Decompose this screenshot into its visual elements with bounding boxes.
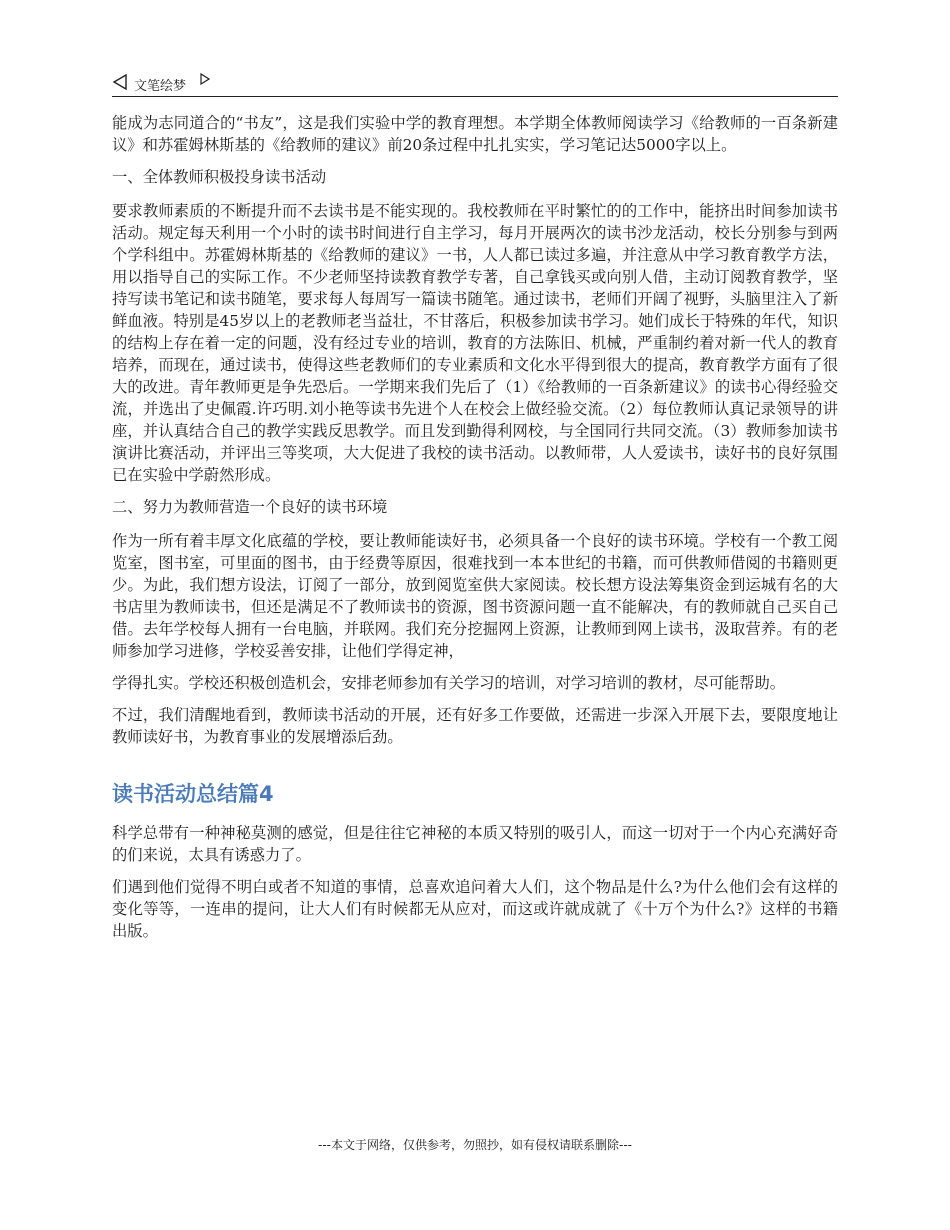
page-footer: ---本文于网络，仅供参考，勿照抄，如有侵权请联系删除--- bbox=[318, 1138, 632, 1152]
paragraph: 要求教师素质的不断提升而不去读书是不能实现的。我校教师在平时繁忙的的工作中，能挤出时间参加读书活动。规定每天利用一个小时的读书时间进行自主学习，每月开展两次的读书沙龙活动，校长分别参与到两个学科组中。苏霍姆林斯基的《给教师的建议》一书，人人都已读过多遍，并注意从中学习教育教学方法，用以指导自己的实际工作。不少老师坚持读教育教学专著，自己拿钱买或向别人借，主动订阅教育教学，坚持写读书笔记和读书随笔，要求每人每周写一篇读书随笔。通过读书，老师们开阔了视野，头脑里注入了新鲜血液。特别是45岁以上的老教师老当益壮，不甘落后，积极参加读书学习。她们成长于特殊的年代，知识的结构上存在着一定的问题，没有经过专业的培训，教育的方法陈旧、机械，严重制约着对新一代人的教育培养，而现在，通过读书，使得这些老教师们的专业素质和文化水平得到很大的提高，教育教学方面有了很大的改进。青年教师更是争先恐后。一学期来我们先后了（1）《给教师的一百条新建议》的读书心得经验交流，并选出了史佩霞.许巧明.刘小艳等读书先进个人在校会上做经验交流。（2）每位教师认真记录领导的讲座，并认真结合自己的教学实践反思教学。而且发到勤得利网校，与全国同行共同交流。（3）教师参加读书演讲比赛活动，并评出三等奖项，大大促进了我校的读书活动。以教师带，人人爱读书，读好书的良好氛围已在实验中学蔚然形成。 bbox=[112, 202, 838, 484]
right-triangle-icon bbox=[200, 73, 210, 85]
subheading-2: 二、努力为教师营造一个良好的读书环境 bbox=[112, 498, 388, 516]
paragraph: 能成为志同道合的“书友”，这是我们实验中学的教育理想。本学期全体教师阅读学习《给教师的一百条新建议》和苏霍姆林斯基的《给教师的建议》前20条过程中扎扎实实，学习笔记达5000字以上。 bbox=[112, 114, 838, 154]
page-header bbox=[112, 70, 838, 97]
logo-text: 文笔绘梦 bbox=[134, 79, 187, 94]
section-title: 读书活动总结篇4 bbox=[112, 782, 274, 806]
paragraph: 科学总带有一种神秘莫测的感觉，但是往往它神秘的本质又特别的吸引人，而这一切对于一个内心充满好奇的们来说，太具有诱惑力了。 bbox=[112, 824, 838, 864]
paragraph: 作为一所有着丰厚文化底蕴的学校，要让教师能读好书，必须具备一个良好的读书环境。学校有一个教工阅览室，图书室，可里面的图书，由于经费等原因，很难找到一本本世纪的书籍，而可供教师借阅的书籍则更少。为此，我们想方设法，订阅了一部分，放到阅览室供大家阅读。校长想方设法筹集资金到运城有名的大书店里为教师读书，但还是满足不了教师读书的资源，图书资源问题一直不能解决，有的教师就自己买自己借。去年学校每人拥有一台电脑，并联网。我们充分挖掘网上资源，让教师到网上读书，汲取营养。有的老师参加学习进修，学校妥善安排，让他们学得定神， bbox=[112, 532, 838, 660]
paragraph: 不过，我们清醒地看到，教师读书活动的开展，还有好多工作要做，还需进一步深入开展下去，要限度地让教师读好书，为教育事业的发展增添后劲。 bbox=[112, 706, 838, 746]
subheading-1: 一、全体教师积极投身读书活动 bbox=[112, 168, 327, 186]
document-body bbox=[112, 112, 838, 952]
left-triangle-icon bbox=[112, 74, 128, 90]
paragraph: 们遇到他们觉得不明白或者不知道的事情，总喜欢追问着大人们，这个物品是什么?为什么他们会有这样的变化等等，一连串的提问，让大人们有时候都无从应对，而这或许就成就了《十万个为什么?》这样的书籍出版。 bbox=[112, 878, 838, 940]
paragraph: 学得扎实。学校还积极创造机会，安排老师参加有关学习的培训，对学习培训的教材，尽可能帮助。 bbox=[112, 674, 786, 692]
